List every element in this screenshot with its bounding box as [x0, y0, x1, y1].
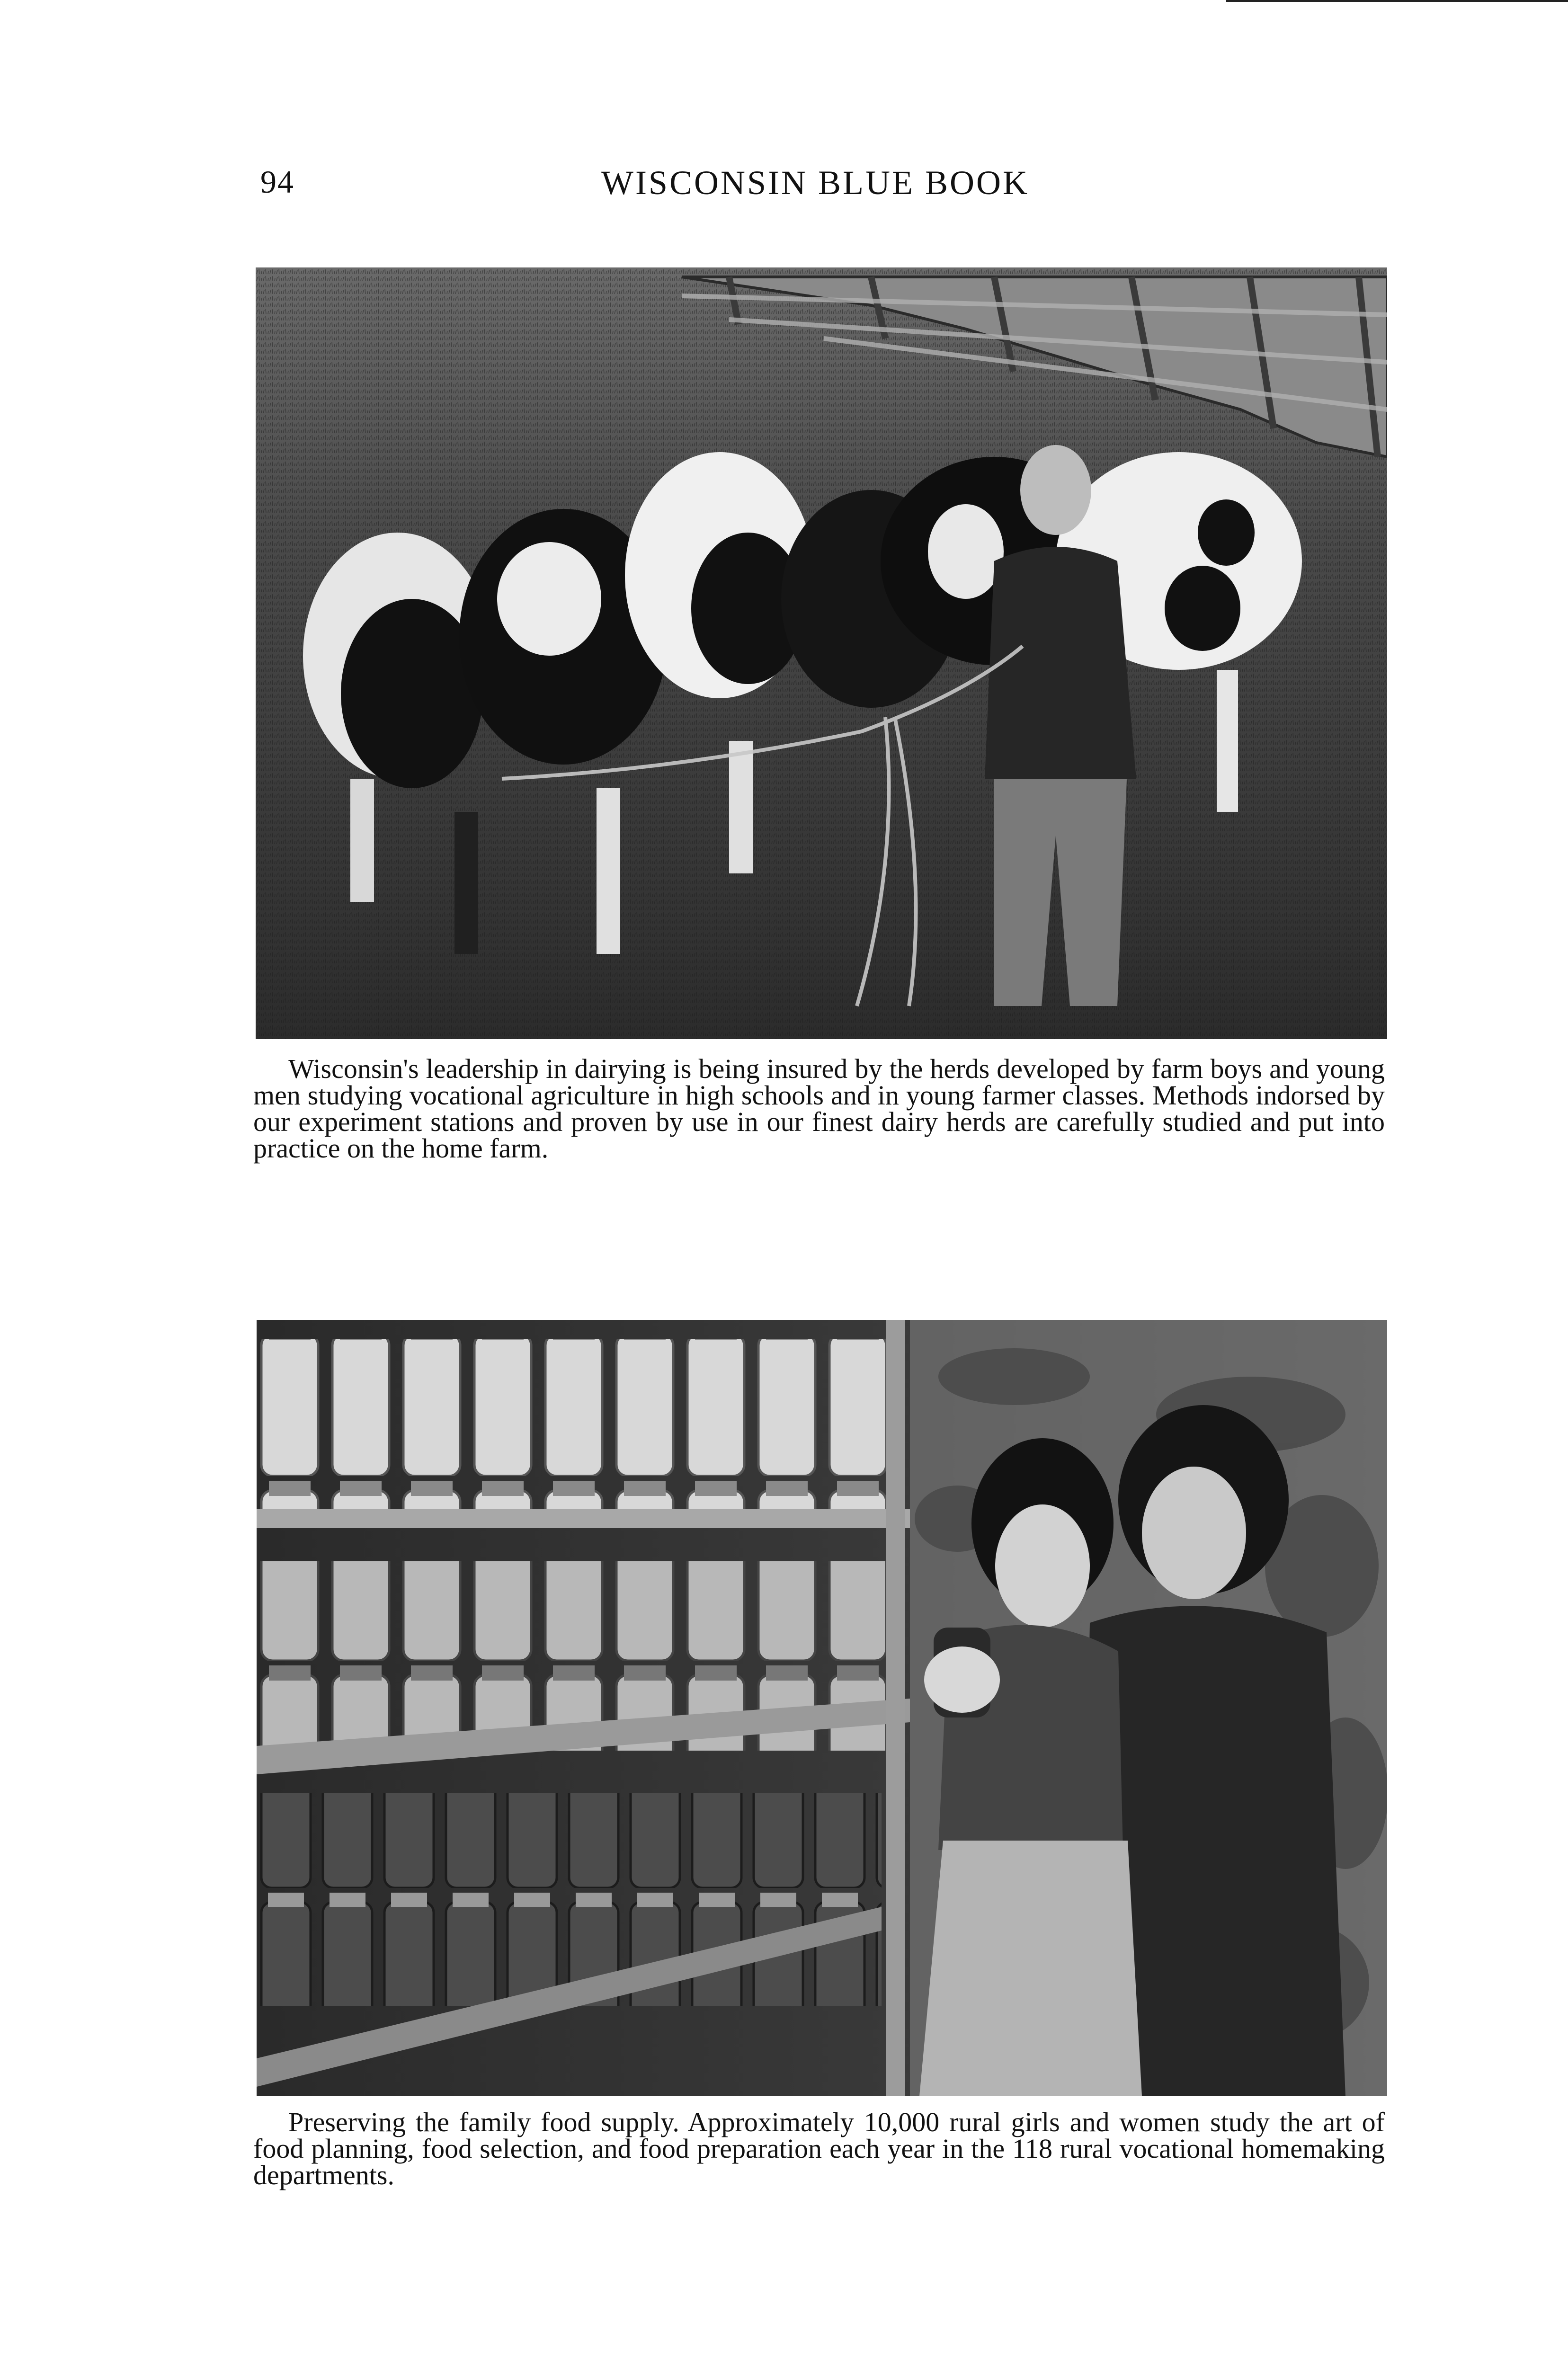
- jar-shelves: [257, 1320, 910, 2096]
- page-header: [0, 163, 1568, 211]
- two-women: [919, 1405, 1345, 2096]
- page-number: 94: [260, 164, 294, 200]
- photo-canning-shelves: [257, 1320, 1387, 2096]
- photo-caption-canning: Preserving the family food supply. Approximately 10,000 rural girls and women study the art of food planning, food selection, and food preparation each year in the 118 rural vocational homemaking departments.: [253, 2107, 1385, 2190]
- photo-caption-dairy: Wisconsin's leadership in dairying is being insured by the herds developed by farm boys and young men studying vocational agriculture in high schools and in young farmer classes. Methods indorsed by our experiment stations and proven by use in our finest dairy herds are carefully studied and put into practice on the home farm.: [253, 1053, 1385, 1164]
- top-rule: [1226, 0, 1568, 2]
- running-head: WISCONSIN BLUE BOOK: [601, 164, 1029, 202]
- photo-dairy-calves: [256, 267, 1387, 1039]
